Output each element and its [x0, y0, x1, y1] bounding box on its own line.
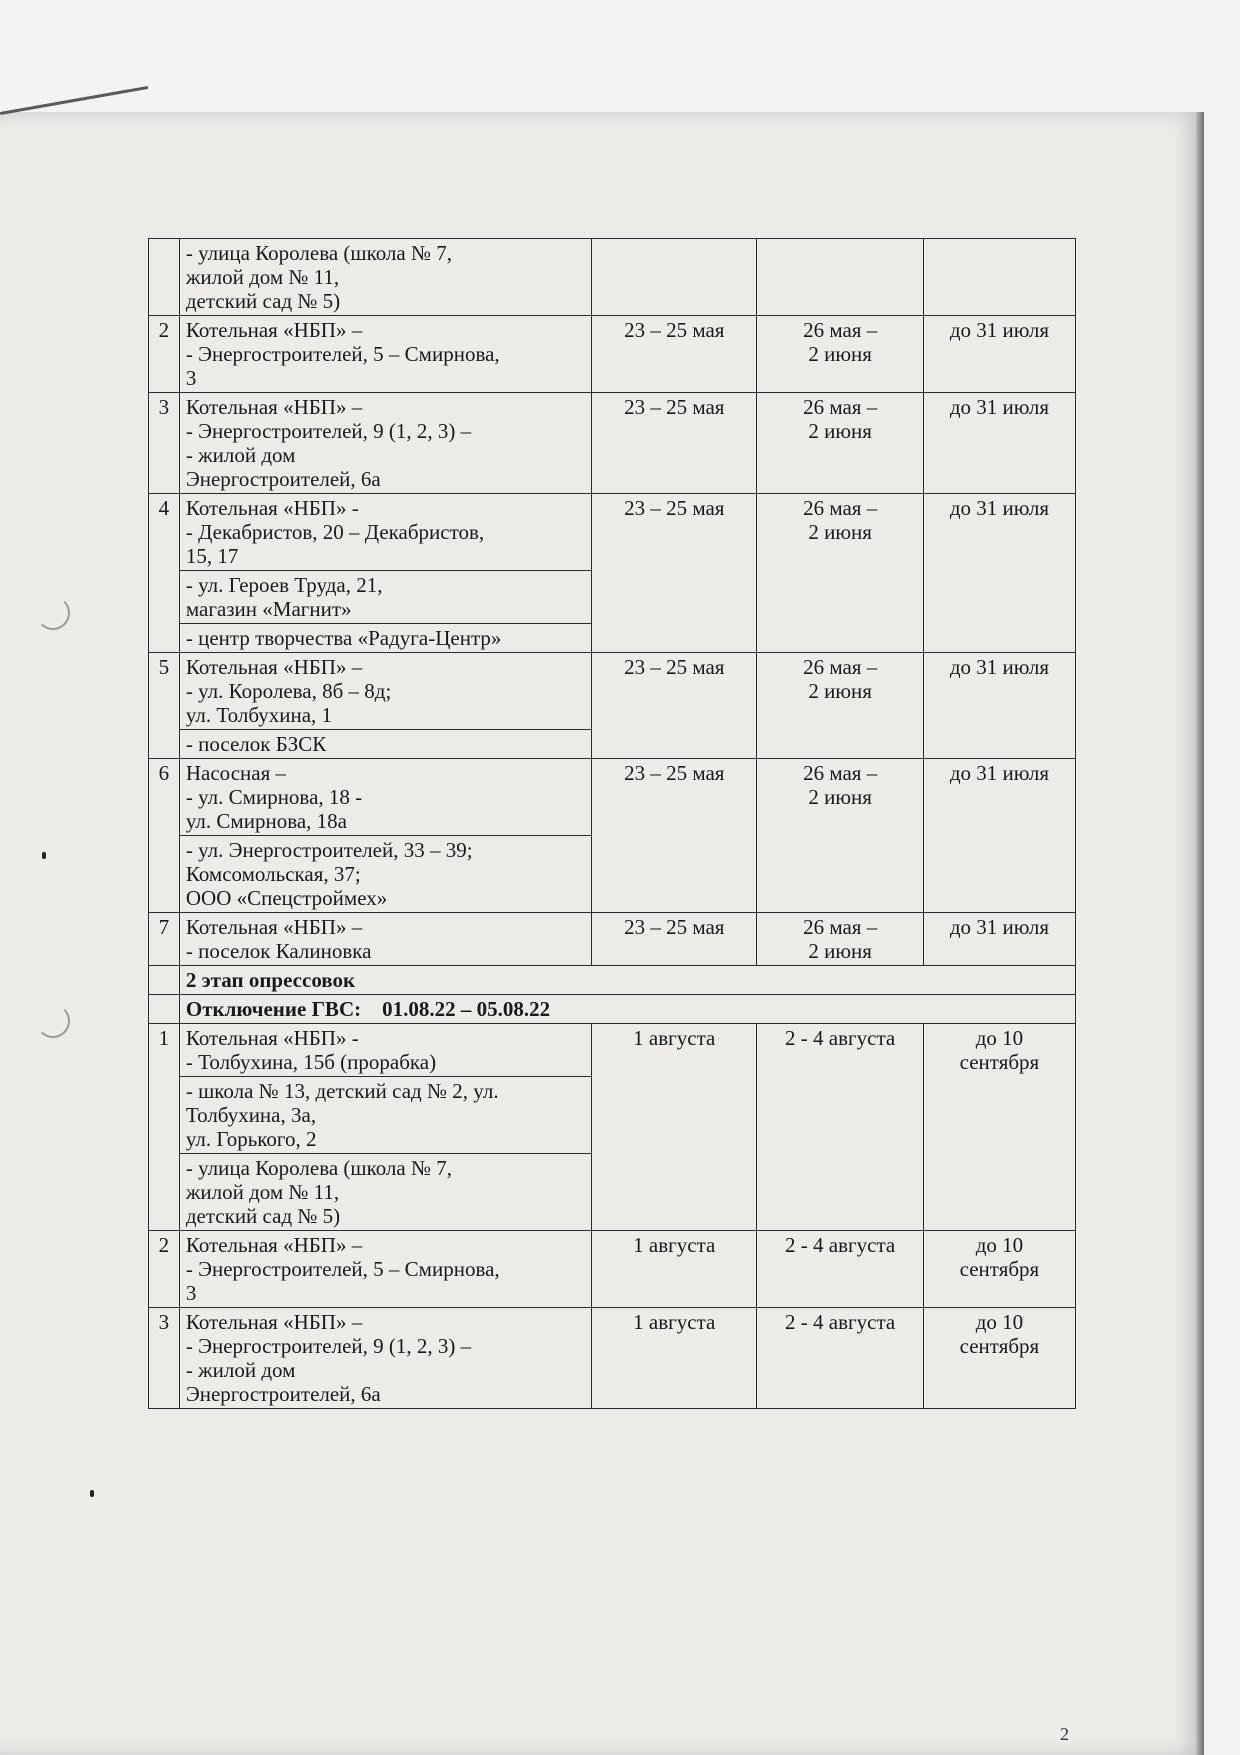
object-cell — [179, 1024, 591, 1077]
object-line: - жилой дом — [185, 443, 296, 467]
row-number-cell — [149, 239, 180, 316]
repair-period-cell — [757, 913, 923, 966]
punch-hole-bottom — [36, 1004, 70, 1038]
shutdown-date-cell: 23 – 25 мая — [592, 913, 757, 966]
object-line: - улица Королева (школа № 7, — [185, 1156, 453, 1180]
row-number-cell: 1 — [149, 1024, 180, 1231]
object-cell — [179, 239, 591, 316]
repair-period-line: 2 июня — [808, 939, 872, 963]
shutdown-date-cell — [592, 239, 757, 316]
stage-title-row — [149, 966, 1076, 995]
object-cell — [179, 316, 591, 393]
object-line: - центр творчества «Радуга-Центр» — [185, 626, 502, 650]
deadline-line: сентября — [959, 1334, 1040, 1358]
object-line: - школа № 13, детский сад № 2, ул. — [185, 1079, 499, 1103]
object-line: - Декабристов, 20 – Декабристов, — [185, 520, 485, 544]
repair-period-line: 2 июня — [808, 785, 872, 809]
object-line: Котельная «НБП» - — [185, 496, 359, 520]
object-cell — [179, 624, 591, 653]
hot-water-shutdown-row — [149, 995, 1076, 1024]
deadline-line: до 10 — [975, 1310, 1024, 1334]
object-line: магазин «Магнит» — [185, 597, 352, 621]
repair-period-line: 26 мая – — [803, 318, 878, 342]
deadline-cell — [923, 1024, 1075, 1231]
deadline-cell: до 31 июля — [923, 913, 1075, 966]
repair-period-cell — [757, 239, 923, 316]
object-line: - ул. Героев Труда, 21, — [185, 573, 383, 597]
repair-period-line: 2 - 4 августа — [785, 1233, 896, 1257]
row-number-cell: 3 — [149, 393, 180, 494]
shutdown-date-cell: 1 августа — [592, 1024, 757, 1231]
object-cell — [179, 494, 591, 571]
object-line: ООО «Спецстроймех» — [185, 886, 388, 910]
scan-speck — [90, 1490, 94, 1497]
repair-period-line: 2 июня — [808, 419, 872, 443]
repair-period-line: 2 июня — [808, 679, 872, 703]
repair-period-line: 2 июня — [808, 520, 872, 544]
table-row — [149, 653, 1076, 730]
object-cell — [179, 1154, 591, 1231]
repair-period-line: 26 мая – — [803, 655, 878, 679]
object-line: ул. Толбухина, 1 — [185, 703, 333, 727]
object-line: Энергостроителей, 6а — [185, 467, 381, 491]
object-cell — [179, 1231, 591, 1308]
shutdown-date-cell: 23 – 25 мая — [592, 393, 757, 494]
repair-period-line: 26 мая – — [803, 761, 878, 785]
deadline-line: сентября — [959, 1050, 1040, 1074]
deadline-line: до 10 — [975, 1233, 1024, 1257]
sheet-right-edge — [1196, 112, 1204, 1755]
repair-period-line: 2 - 4 августа — [785, 1310, 896, 1334]
object-line: - ул. Смирнова, 18 - — [185, 785, 363, 809]
repair-period-line: 2 июня — [808, 342, 872, 366]
punch-hole-top — [36, 596, 70, 630]
object-line: - поселок БЗСК — [185, 732, 327, 756]
object-cell — [179, 730, 591, 759]
object-cell — [179, 571, 591, 624]
object-line: - ул. Энергостроителей, 33 – 39; — [185, 838, 473, 862]
deadline-cell — [923, 1308, 1075, 1409]
schedule-table-body — [149, 239, 1076, 1409]
object-line: Котельная «НБП» - — [185, 1026, 359, 1050]
object-line: Котельная «НБП» – — [185, 1310, 363, 1334]
deadline-line: сентября — [959, 1257, 1040, 1281]
object-line: - ул. Королева, 8б – 8д; — [185, 679, 392, 703]
deadline-cell: до 31 июля — [923, 653, 1075, 759]
object-line: - жилой дом — [185, 1358, 296, 1382]
object-line: - Толбухина, 15б (прорабка) — [185, 1050, 437, 1074]
stage-empty-cell — [149, 995, 180, 1024]
object-line: Толбухина, 3а, — [185, 1103, 317, 1127]
repair-period-line: 26 мая – — [803, 395, 878, 419]
scan-speck — [42, 852, 46, 859]
deadline-cell: до 31 июля — [923, 393, 1075, 494]
hot-water-shutdown-cell — [179, 995, 1075, 1024]
object-cell — [179, 836, 591, 913]
row-number-cell: 2 — [149, 316, 180, 393]
object-line: Котельная «НБП» – — [185, 318, 363, 342]
repair-period-cell — [757, 1308, 923, 1409]
object-line: детский сад № 5) — [185, 289, 341, 313]
page-number: 2 — [1060, 1724, 1069, 1744]
repair-period-cell — [757, 759, 923, 913]
object-line: - поселок Калиновка — [185, 939, 372, 963]
object-line: Котельная «НБП» – — [185, 1233, 363, 1257]
shutdown-date-cell: 1 августа — [592, 1231, 757, 1308]
row-number-cell: 4 — [149, 494, 180, 653]
object-line: Энергостроителей, 6а — [185, 1382, 381, 1406]
object-cell — [179, 1308, 591, 1409]
row-number-cell: 7 — [149, 913, 180, 966]
object-line: Котельная «НБП» – — [185, 655, 363, 679]
table-row — [149, 316, 1076, 393]
object-line: 3 — [185, 366, 197, 390]
deadline-cell: до 31 июля — [923, 494, 1075, 653]
repair-period-cell — [757, 1231, 923, 1308]
object-line: - Энергостроителей, 5 – Смирнова, — [185, 342, 500, 366]
stage-title: 2 этап опрессовок — [179, 966, 1075, 995]
object-line: - Энергостроителей, 9 (1, 2, 3) – — [185, 419, 472, 443]
object-line: - Энергостроителей, 5 – Смирнова, — [185, 1257, 500, 1281]
object-line: жилой дом № 11, — [185, 1180, 340, 1204]
repair-period-cell — [757, 1024, 923, 1231]
deadline-line: до 10 — [975, 1026, 1024, 1050]
row-number-cell: 5 — [149, 653, 180, 759]
shutdown-date-cell: 23 – 25 мая — [592, 494, 757, 653]
object-cell — [179, 653, 591, 730]
pressure-test-schedule-table — [148, 238, 1076, 1409]
table-row — [149, 913, 1076, 966]
object-line: - улица Королева (школа № 7, — [185, 241, 453, 265]
shutdown-date-cell: 23 – 25 мая — [592, 759, 757, 913]
object-line: Комсомольская, 37; — [185, 862, 361, 886]
object-cell — [179, 393, 591, 494]
hot-water-shutdown-label: Отключение ГВС: — [185, 997, 362, 1021]
deadline-cell: до 31 июля — [923, 759, 1075, 913]
stage-empty-cell — [149, 966, 180, 995]
table-row — [149, 1308, 1076, 1409]
row-number-cell: 3 — [149, 1308, 180, 1409]
object-line: детский сад № 5) — [185, 1204, 341, 1228]
object-cell — [179, 759, 591, 836]
object-line: жилой дом № 11, — [185, 265, 340, 289]
deadline-cell — [923, 1231, 1075, 1308]
repair-period-cell — [757, 653, 923, 759]
deadline-cell: до 31 июля — [923, 316, 1075, 393]
object-line: 3 — [185, 1281, 197, 1305]
table-row — [149, 759, 1076, 836]
object-line: 15, 17 — [185, 544, 239, 568]
object-line: ул. Горького, 2 — [185, 1127, 317, 1151]
object-line: Котельная «НБП» – — [185, 395, 363, 419]
row-number-cell: 6 — [149, 759, 180, 913]
table-row — [149, 239, 1076, 316]
shutdown-date-cell: 1 августа — [592, 1308, 757, 1409]
repair-period-line: 26 мая – — [803, 915, 878, 939]
repair-period-line: 26 мая – — [803, 496, 878, 520]
shutdown-date-cell: 23 – 25 мая — [592, 316, 757, 393]
table-row — [149, 1231, 1076, 1308]
repair-period-cell — [757, 316, 923, 393]
object-line: - Энергостроителей, 9 (1, 2, 3) – — [185, 1334, 472, 1358]
object-line: Котельная «НБП» – — [185, 915, 363, 939]
repair-period-cell — [757, 494, 923, 653]
object-line: Насосная – — [185, 761, 286, 785]
table-row — [149, 494, 1076, 571]
object-cell — [179, 1077, 591, 1154]
object-line: ул. Смирнова, 18а — [185, 809, 347, 833]
repair-period-cell — [757, 393, 923, 494]
deadline-cell — [923, 239, 1075, 316]
sheet-fold-line — [0, 86, 148, 115]
repair-period-line: 2 - 4 августа — [785, 1026, 896, 1050]
object-cell — [179, 913, 591, 966]
table-row — [149, 393, 1076, 494]
row-number-cell: 2 — [149, 1231, 180, 1308]
hot-water-shutdown-period: 01.08.22 – 05.08.22 — [382, 997, 551, 1021]
table-row — [149, 1024, 1076, 1077]
shutdown-date-cell: 23 – 25 мая — [592, 653, 757, 759]
